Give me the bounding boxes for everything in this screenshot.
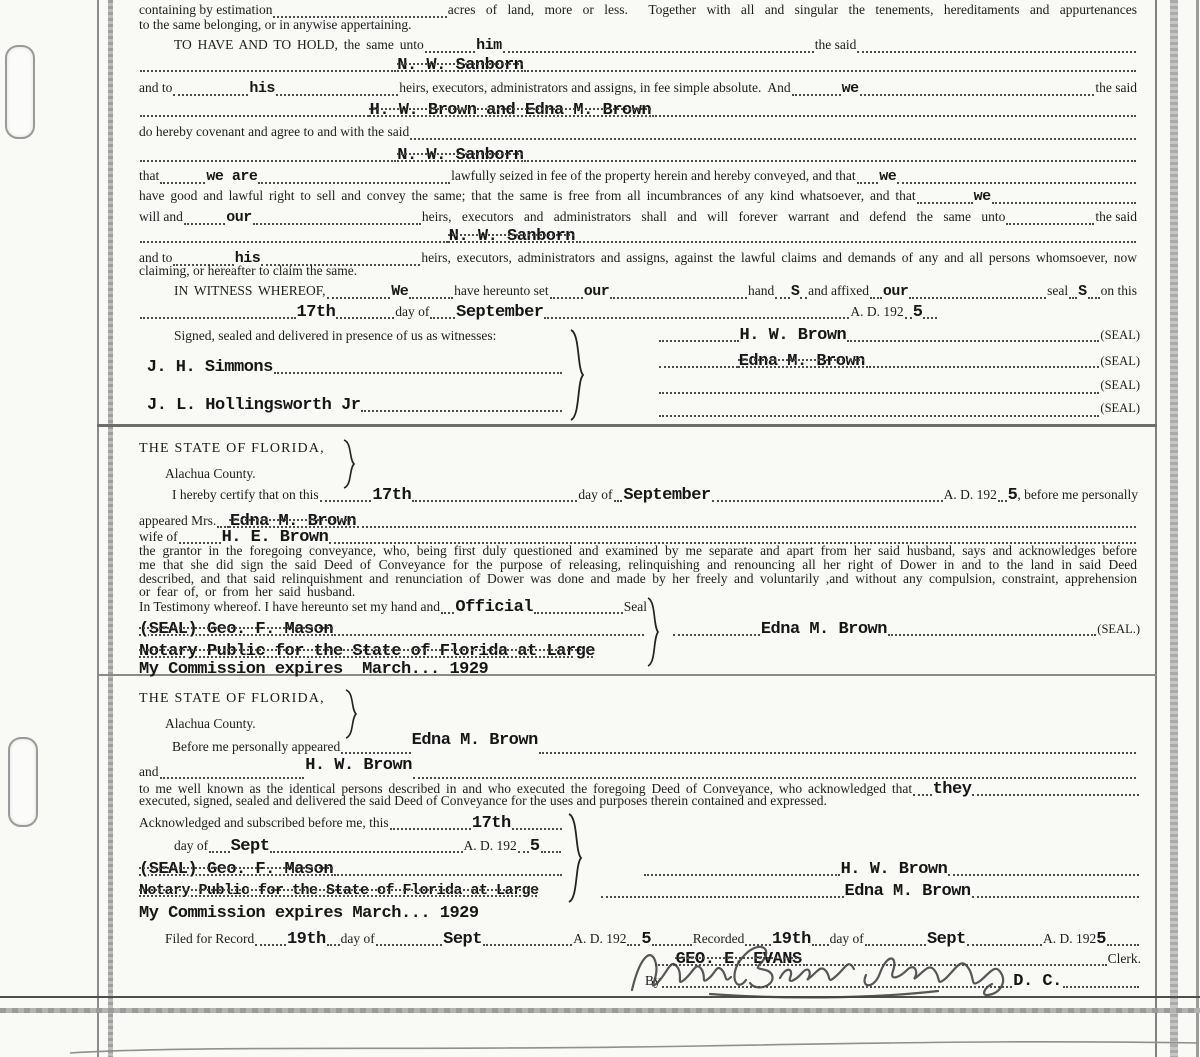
printed-text: to the same belonging, or in anywise appertaining.: [139, 17, 412, 32]
right-edge-rule: [1196, 0, 1199, 1057]
dotted-rule: [390, 826, 471, 830]
dotted-rule: [712, 498, 943, 502]
dotted-rule: [610, 295, 747, 299]
dotted-rule: [524, 158, 1136, 162]
before-me-line: [172, 731, 1137, 758]
printed-text: Signed, sealed and delivered in presence of us as witnesses:: [174, 328, 497, 343]
dotted-rule: [857, 49, 1136, 53]
dotted-rule: [601, 894, 844, 898]
dotted-rule: [998, 498, 1007, 502]
dotted-rule: [412, 498, 577, 502]
grantor-signature-row-4: [658, 401, 1140, 421]
witness-signature-2: [139, 396, 563, 416]
typed-notary-name: (SEAL) Geo. F. Mason: [139, 620, 334, 639]
dotted-rule: [409, 295, 453, 299]
county-heading-2: [165, 716, 365, 736]
typed-entry: we: [879, 168, 897, 185]
dotted-rule: [503, 49, 814, 53]
dotted-rule: [775, 295, 790, 299]
dotted-rule: [258, 180, 450, 184]
typed-year: 5: [529, 837, 540, 856]
typed-witness-2: J. L. Hollingsworth Jr: [147, 396, 361, 415]
dotted-rule: [847, 338, 1099, 342]
typed-notary-title: Notary Public for the State of Florida at Large: [139, 882, 539, 899]
printed-text: day of: [829, 931, 864, 946]
printed-text: appeared Mrs.: [139, 513, 217, 528]
witness-brace: [568, 328, 586, 422]
typed-entry: S: [1078, 283, 1087, 300]
dotted-rule: [327, 295, 391, 299]
printed-text: A. D. 192: [850, 304, 904, 319]
dotted-rule: [992, 200, 1136, 204]
dotted-rule: [1107, 942, 1139, 946]
dotted-rule: [539, 750, 1136, 754]
dotted-rule: [334, 872, 562, 876]
dotted-rule: [888, 632, 1096, 636]
printed-state: THE STATE OF FLORIDA,: [139, 691, 325, 706]
form-line-grantor-names: [139, 101, 1137, 121]
dotted-rule: [512, 826, 562, 830]
printed-text: acres of land, more or less. Together with all and singular the tenements, hereditaments and appurtenances: [447, 2, 1137, 17]
dotted-rule: [659, 413, 1099, 417]
dotted-rule: [410, 136, 1136, 140]
dotted-rule: [209, 849, 229, 853]
dotted-rule: [140, 315, 296, 319]
binder-hole-top: [5, 45, 35, 139]
dotted-rule: [866, 364, 1100, 368]
typed-entry: our: [226, 209, 252, 226]
typed-year: 5: [912, 303, 923, 322]
typed-commission: My Commission expires March... 1929: [139, 660, 489, 679]
printed-text: and to: [139, 80, 173, 95]
typed-commission: My Commission expires March... 1929: [139, 904, 479, 923]
printed-state: THE STATE OF FLORIDA,: [139, 441, 325, 456]
witness-heading: [174, 328, 614, 348]
typed-day: 17th: [372, 486, 412, 505]
typed-filed-day: 19th: [286, 930, 326, 949]
dotted-rule: [614, 498, 623, 502]
dotted-rule: [534, 610, 623, 614]
printed-text: heirs, executors, administrators and assigns, in fee simple absolute. And: [399, 80, 791, 95]
dotted-rule: [897, 180, 1136, 184]
dotted-rule: [541, 849, 561, 853]
form-line-grantee-name-2: [139, 146, 1137, 166]
dotted-rule: [659, 338, 739, 342]
testimony-line: [139, 598, 647, 618]
printed-county: Alachua County.: [165, 716, 256, 731]
dotted-rule: [270, 849, 462, 853]
printed-text: executed, signed, sealed and delivered the said Deed of Conveyance for the uses and purposes therein contained and expressed.: [139, 793, 827, 808]
seal-label: (SEAL): [1100, 378, 1140, 392]
dotted-rule: [140, 113, 369, 117]
commission-line-2: [139, 904, 645, 924]
typed-grantee-name: N. W. Sanborn: [448, 227, 575, 246]
grantor-signature-row-2: [658, 352, 1140, 372]
dotted-rule: [255, 942, 286, 946]
dotted-rule: [550, 295, 583, 299]
typed-recorded-month: Sept: [926, 930, 966, 949]
dotted-rule: [140, 158, 396, 162]
typed-appeared-name-1: Edna M. Brown: [411, 731, 538, 750]
dotted-rule: [800, 295, 807, 299]
notary-seal-line-2: [139, 860, 563, 880]
typed-clerk-name: GEO. E. EVANS: [675, 950, 802, 969]
dotted-rule: [1069, 295, 1077, 299]
form-line-execution-date: [139, 303, 1137, 323]
printed-text: heirs, executors and administrators shall and will forever warrant and defend the same unto: [421, 209, 1006, 224]
printed-text: Filed for Record: [165, 931, 255, 946]
dotted-rule: [1006, 221, 1094, 225]
printed-text: day of: [395, 304, 430, 319]
typed-entry: we: [841, 80, 859, 97]
dotted-rule: [334, 632, 644, 636]
typed-entry: S: [790, 283, 800, 300]
executed-line: [139, 793, 1137, 813]
typed-husband-name: H. E. Brown: [221, 528, 329, 547]
dotted-rule: [1088, 295, 1100, 299]
section-divider-1: [97, 424, 1157, 427]
binder-hole-bottom: [8, 737, 38, 827]
joint-signature-line-1: [643, 860, 1140, 880]
form-line-heirs-assigns: [139, 80, 1137, 100]
typed-signature-edna-brown: Edna M. Brown: [844, 882, 971, 901]
dotted-rule: [576, 239, 1136, 243]
dotted-rule: [923, 315, 936, 319]
seal-label: (SEAL): [1100, 328, 1140, 342]
typed-notary-name: (SEAL) Geo. F. Mason: [139, 860, 334, 879]
dower-signature-line: [672, 620, 1140, 640]
printed-text: seal: [1047, 283, 1069, 298]
seal-label: (SEAL): [1100, 354, 1140, 368]
form-line-seized: [139, 168, 1137, 188]
typed-witness-1: J. H. Simmons: [146, 358, 273, 377]
dotted-rule: [361, 408, 562, 412]
typed-entry: his: [249, 80, 275, 97]
state-heading-2: [139, 691, 439, 711]
dotted-rule: [140, 68, 396, 72]
printed-clerk-label: Clerk.: [1107, 951, 1141, 966]
printed-text: lawfully seized in fee of the property herein and hereby conveyed, and that: [451, 168, 856, 183]
typed-entry: We: [391, 283, 409, 300]
printed-text: , before me personally: [1017, 487, 1139, 502]
printed-text: hand: [748, 283, 775, 298]
spacer: [139, 376, 147, 378]
typed-entry: we are: [206, 168, 258, 185]
seal-label: (SEAL.): [1097, 622, 1140, 636]
printed-text: Acknowledged and subscribed before me, this: [139, 815, 389, 830]
printed-text: day of: [174, 838, 209, 853]
printed-text: claiming, or hereafter to claim the same.: [139, 263, 358, 278]
right-margin-rule-thin: [1155, 0, 1157, 1057]
printed-text: TO HAVE AND TO HOLD, the same unto: [174, 37, 424, 52]
dotted-rule: [327, 942, 340, 946]
printed-text: A. D. 192: [463, 838, 517, 853]
dotted-rule: [860, 92, 1095, 96]
form-line-lawful-right: [139, 188, 1137, 208]
dotted-rule: [917, 200, 973, 204]
typed-day: 17th: [296, 303, 336, 322]
printed-text: Recorded: [692, 931, 745, 946]
dotted-rule: [948, 872, 1139, 876]
dotted-rule: [857, 180, 879, 184]
left-margin-rule-thin: [97, 0, 99, 1057]
notary-title-line-2: [139, 882, 576, 902]
dotted-rule: [909, 295, 1046, 299]
dotted-rule: [673, 632, 760, 636]
typed-month: September: [623, 486, 711, 505]
printed-text: will and: [139, 209, 183, 224]
typed-day: 17th: [471, 814, 511, 833]
typed-official: Official: [455, 598, 534, 617]
dotted-rule: [274, 370, 562, 374]
printed-county: Alachua County.: [165, 466, 256, 481]
notary-seal-line-1: [139, 620, 645, 640]
bottom-rule-gray: [0, 1008, 1200, 1013]
printed-text: and to: [139, 250, 173, 265]
typed-recorded-day: 19th: [772, 930, 811, 949]
dotted-rule: [441, 610, 454, 614]
dotted-rule: [659, 390, 1099, 394]
typed-grantor-names: H. W. Brown and Edna M. Brown: [369, 101, 652, 120]
dotted-rule: [160, 180, 205, 184]
printed-text: Seal: [623, 599, 647, 614]
dotted-rule: [336, 315, 394, 319]
dotted-rule: [184, 221, 225, 225]
typed-signature-hw-brown: H. W. Brown: [840, 860, 948, 879]
spacer: [938, 321, 1137, 323]
printed-text: heirs, executors, administrators and assigns, against the lawful claims and demands of any and all persons whomsoever, now: [421, 250, 1137, 265]
printed-text: A. D. 192: [573, 931, 627, 946]
form-line-covenant: [139, 124, 1137, 144]
printed-text: have hereunto set: [454, 283, 549, 298]
printed-text: the said: [814, 37, 857, 52]
printed-text: the said: [1095, 209, 1137, 224]
county-heading-1: [165, 466, 365, 486]
typed-signature-edna-brown: Edna M. Brown: [738, 352, 865, 371]
dower-paragraph: the grantor in the foregoing conveyance, who, being first duly questioned and examined by me separate and apart from her said husband, says and acknowledges before me that she did sign the said Deed of Conveyance for the purpose of releasing, relinquishing and renouncing all her right of Dower in and to the land in said Deed described, and that said relinquishment and renunciation of Dower was done and made by her freely and voluntarily ,and without any compulsion, constraint, apprehension or fear of, or from her said husband.: [139, 543, 1137, 600]
dotted-rule: [276, 92, 398, 96]
dotted-rule: [972, 894, 1139, 898]
printed-text: wife of: [139, 529, 178, 544]
typed-signature-hw-brown: H. W. Brown: [739, 326, 847, 345]
printed-text: on this: [1100, 283, 1138, 298]
typed-they: they: [932, 780, 972, 799]
printed-text: that: [139, 168, 160, 183]
typed-dc-label: D. C.: [1013, 972, 1062, 991]
left-margin-rule-thick: [108, 0, 113, 1057]
seal-label: (SEAL): [1100, 401, 1140, 415]
printed-text: and affixed: [808, 283, 869, 298]
form-line-warrant: [139, 209, 1137, 229]
dotted-rule: [430, 315, 455, 319]
printed-text: and: [139, 764, 159, 779]
printed-text: A. D. 192: [943, 487, 997, 502]
form-line-appertaining: [139, 17, 1137, 37]
printed-text: In Testimony whereof. I have hereunto set my hand and: [139, 599, 440, 614]
clerk-deputy-signature: [618, 928, 1038, 1000]
typed-entry-grantee-pronoun: him: [476, 37, 502, 54]
printed-text: A. D. 192: [1043, 931, 1097, 946]
dotted-rule: [425, 49, 475, 53]
typed-grantee-name: N. W. Sanborn: [397, 146, 524, 165]
dotted-rule: [644, 872, 840, 876]
state-heading-1: [139, 441, 439, 461]
dotted-rule: [341, 750, 410, 754]
typed-grantee-name: N. W. Sanborn: [397, 56, 524, 75]
dotted-rule: [524, 68, 1136, 72]
printed-text: the said: [1095, 80, 1137, 95]
dotted-rule: [140, 239, 448, 243]
printed-text: containing by estimation: [139, 2, 273, 17]
ack-date-line: [174, 837, 562, 857]
acknowledged-line: [139, 814, 563, 834]
typed-notary-title: Notary Public for the State of Florida at Large: [139, 642, 595, 661]
dotted-rule: [544, 315, 849, 319]
printed-text: do hereby covenant and agree to and with the said: [139, 124, 410, 139]
grantor-signature-row-1: [658, 326, 1140, 346]
form-line-habendum: [174, 37, 1137, 57]
printed-text: day of: [340, 931, 375, 946]
form-line-grantee-name-3: [139, 227, 1137, 247]
typed-appeared-name: Edna M. Brown: [229, 512, 357, 531]
printed-text: have good and lawful right to sell and convey the same; that the same is free from all incumbrances of any kind whatsoever, and that: [139, 188, 916, 203]
typed-appeared-name-2: H. W. Brown: [305, 756, 412, 775]
form-line-claiming: [139, 263, 1137, 283]
notary-certify-line: [172, 486, 1138, 506]
dotted-rule: [870, 295, 882, 299]
page-bottom-edge: [0, 1035, 1200, 1057]
dotted-rule: [483, 942, 572, 946]
typed-month: Sept: [230, 837, 270, 856]
typed-filed-month: Sept: [443, 930, 482, 949]
dotted-rule: [792, 92, 841, 96]
dotted-rule: [652, 113, 1136, 117]
dotted-rule: [905, 315, 912, 319]
typed-recorded-year: 5: [1096, 930, 1106, 949]
printed-text: IN WITNESS WHEREOF,: [174, 283, 326, 298]
form-line-grantee-name: [139, 56, 1137, 76]
notary-brace-1: [645, 596, 661, 668]
typed-entry: we: [973, 188, 991, 205]
dotted-rule: [1063, 984, 1139, 988]
dotted-rule: [659, 364, 738, 368]
typed-entry: his: [234, 250, 261, 267]
dotted-rule: [518, 849, 529, 853]
printed-text: day of: [578, 487, 613, 502]
right-margin-rule-thick: [1170, 0, 1178, 1057]
commission-line-1: [139, 660, 645, 680]
typed-year: 5: [1007, 486, 1018, 505]
printed-text: I hereby certify that on this: [172, 487, 319, 502]
typed-filed-year: 5: [641, 930, 652, 949]
grantor-signature-row-3: [658, 378, 1140, 398]
typed-month: September: [456, 303, 544, 322]
dotted-rule: [253, 221, 421, 225]
printed-by-label: By: [645, 973, 661, 988]
dotted-rule: [413, 775, 1136, 779]
typed-entry: our: [882, 283, 909, 300]
witness-signature-1: [139, 358, 563, 378]
typed-signature-edna-brown: Edna M. Brown: [760, 620, 887, 639]
dotted-rule: [376, 942, 442, 946]
spacer: [139, 414, 147, 416]
dotted-rule: [320, 498, 372, 502]
dotted-rule: [160, 775, 305, 779]
notary-title-line-1: [139, 642, 645, 662]
joint-signature-line-2: [600, 882, 1140, 902]
printed-text: to me well known as the identical persons described in and who executed the foregoing Deed of Conveyance, who acknowledged that: [139, 781, 913, 796]
form-line-witness-whereof: [174, 283, 1137, 303]
printed-text: Before me personally appeared: [172, 739, 341, 754]
dotted-rule: [173, 92, 248, 96]
typed-entry: our: [583, 283, 610, 300]
